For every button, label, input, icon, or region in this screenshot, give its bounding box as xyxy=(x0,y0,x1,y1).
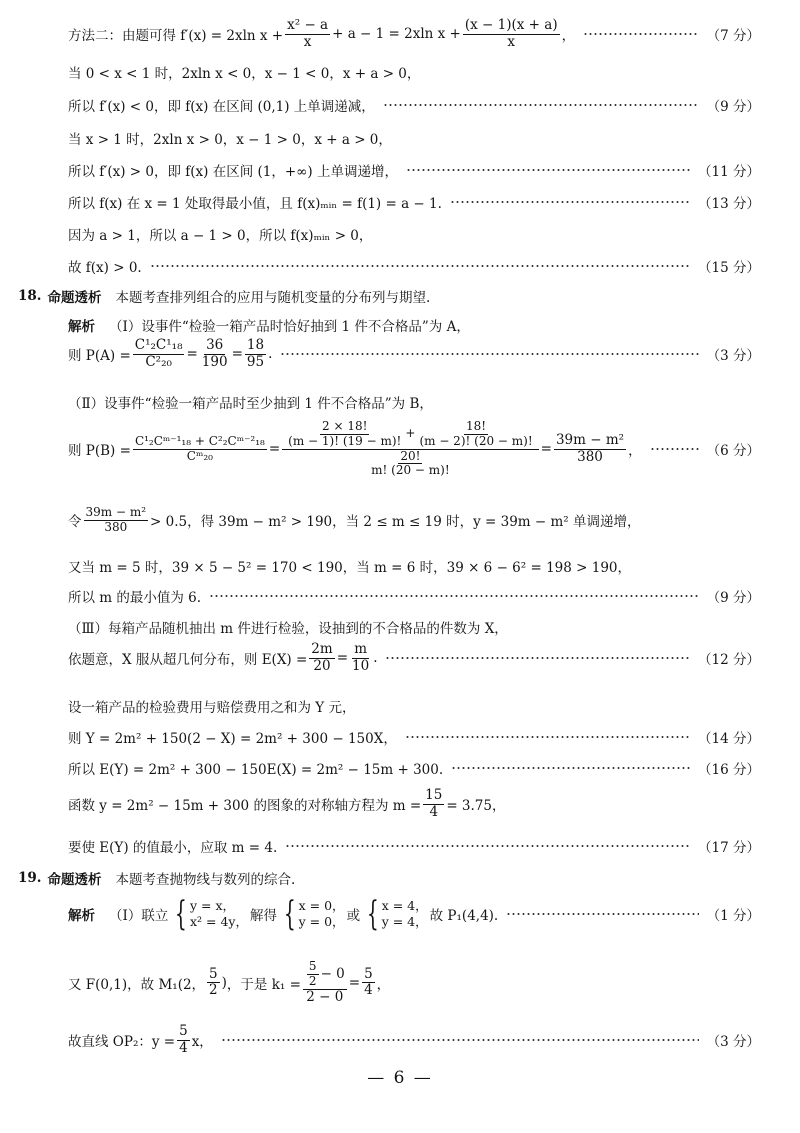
text-line xyxy=(68,727,760,747)
dot-leader xyxy=(280,353,698,355)
numerator: 5 xyxy=(179,1023,188,1039)
fraction xyxy=(362,967,375,999)
text: (2， xyxy=(177,976,206,993)
formula-pb-line xyxy=(68,420,760,478)
text: 设一箱产品的检验费用与赔偿费用之和为 Y 元， xyxy=(68,700,356,716)
axis-line xyxy=(68,788,506,820)
numerator: 18! xyxy=(466,419,487,433)
denominator: (m − 2)! (20 − m)! xyxy=(419,433,533,448)
text: = xyxy=(348,974,361,991)
line-op2 xyxy=(68,1024,760,1056)
dot-leader xyxy=(221,1039,699,1041)
denominator: 2 − 0 xyxy=(306,988,344,1005)
formula-pb xyxy=(68,420,642,478)
dot-leader xyxy=(150,265,690,267)
text: 故 P₁(4,4). xyxy=(429,908,499,924)
fraction xyxy=(369,450,452,479)
text: x， xyxy=(191,1034,213,1051)
text-line xyxy=(68,128,760,148)
text: > 0.5，得 39m − m² > 190，当 2 ≤ m ≤ 19 时，y = 39m − m² 单调递增， xyxy=(150,514,641,531)
numerator: 39m − m² xyxy=(85,505,147,519)
numerator: 15 xyxy=(425,787,443,803)
text: ) xyxy=(221,974,227,991)
section-label: 命题透析 xyxy=(47,872,102,888)
text: 所以 f(x) 在 x = 1 处取得最小值，且 f(x)ₘᵢₙ = f(1) = a − 1. xyxy=(68,196,442,212)
text-line xyxy=(68,392,760,412)
brace-icon: { xyxy=(175,894,188,934)
page-number: — 6 — xyxy=(367,1068,433,1088)
equation-system xyxy=(279,894,345,934)
section-number: 18. xyxy=(18,288,42,304)
text: ， xyxy=(376,976,391,993)
fraction xyxy=(245,338,266,370)
text-line xyxy=(68,62,760,82)
equation-system xyxy=(170,894,248,934)
denominator: C²₂₀ xyxy=(145,353,172,370)
text: （Ⅲ）每箱产品随机抽出 m 件进行检验，设抽到的不合格品的件数为 X， xyxy=(68,621,508,637)
text: （Ⅰ）联立 xyxy=(109,908,169,924)
formula-ex xyxy=(68,642,377,674)
text-line xyxy=(68,788,760,820)
numerator: x² − a xyxy=(287,17,329,33)
fraction xyxy=(463,18,560,50)
score: （3 分） xyxy=(706,348,760,365)
text-line xyxy=(68,160,760,180)
fraction xyxy=(417,420,534,449)
inequality-line xyxy=(68,506,640,535)
score: （6 分） xyxy=(706,443,760,460)
dot-leader xyxy=(209,595,699,597)
nested-numerator xyxy=(303,960,347,990)
fraction xyxy=(285,18,330,50)
text: 或 xyxy=(346,908,361,924)
text: ， xyxy=(628,443,642,460)
system-row: y = x， xyxy=(189,898,236,914)
text: 则 P(B) = xyxy=(68,443,131,460)
text: 依题意，X 服从超几何分布，则 E(X) = xyxy=(68,652,308,669)
text: 当 x > 1 时，2xln x > 0，x − 1 > 0，x + a > 0， xyxy=(68,132,392,148)
text: 又当 m = 5 时，39 × 5 − 5² = 170 < 190，当 m = 6 时，39 × 6 − 6² = 198 > 190， xyxy=(68,560,631,576)
dot-leader xyxy=(405,736,690,738)
dot-leader xyxy=(506,913,698,915)
text-line xyxy=(68,556,760,576)
dot-leader xyxy=(385,657,690,659)
section-label: 命题透析 xyxy=(47,290,102,306)
denominator: 2 xyxy=(209,982,218,999)
text: + xyxy=(405,426,416,441)
nested-fraction xyxy=(303,960,347,1005)
denominator: 4 xyxy=(364,982,373,999)
text-line xyxy=(68,192,760,212)
text: 函数 y = 2m² − 15m + 300 的图象的对称轴方程为 m = xyxy=(68,798,422,815)
text-line xyxy=(68,506,760,535)
line-op2-expression xyxy=(68,1024,213,1056)
formula-pa xyxy=(68,338,272,370)
score: （9 分） xyxy=(706,590,760,606)
denominator: x xyxy=(303,33,312,50)
score: （11 分） xyxy=(698,164,760,180)
denominator: (m − 1)! (19 − m)! xyxy=(288,433,402,448)
numerator: 20! xyxy=(400,448,421,463)
analysis-line xyxy=(68,315,470,335)
denominator: 4 xyxy=(179,1039,188,1056)
dot-leader xyxy=(285,845,690,847)
text: 所以 E(Y) = 2m² + 300 − 150E(X) = 2m² − 15m + 300. xyxy=(68,762,444,778)
numerator: 2m xyxy=(311,641,333,657)
fraction xyxy=(554,433,626,465)
compound-denominator xyxy=(365,450,456,479)
text: = xyxy=(268,441,281,458)
text: 令 xyxy=(68,514,82,531)
denominator: 380 xyxy=(104,519,128,534)
text: 当 0 < x < 1 时，2xln x < 0，x − 1 < 0，x + a > 0， xyxy=(68,66,421,82)
fraction xyxy=(133,338,185,370)
brace-icon: { xyxy=(366,894,379,934)
numerator: 5 xyxy=(209,965,218,982)
denominator: 10 xyxy=(352,657,370,674)
text: = xyxy=(336,650,348,667)
fraction xyxy=(309,642,334,674)
dot-leader xyxy=(583,33,699,35)
text-line xyxy=(68,758,760,778)
section-text: 本题考查抛物线与数列的综合. xyxy=(115,872,296,888)
text-line xyxy=(68,836,760,856)
text: （Ⅱ）设事件“检验一箱产品时至少抽到 1 件不合格品”为 B， xyxy=(68,396,433,412)
fraction xyxy=(84,506,149,535)
dot-leader xyxy=(450,201,690,203)
text-line xyxy=(68,696,760,716)
denominator: 2 xyxy=(308,973,317,988)
formula-ex-line xyxy=(68,642,760,674)
text: 方法二：由题可得 f′(x) = 2xln x + xyxy=(68,28,284,45)
text: 则 Y = 2m² + 150(2 − X) = 2m² + 300 − 150X， xyxy=(68,731,397,747)
numerator: 36 xyxy=(206,337,224,353)
text: 所以 f′(x) > 0，即 f(x) 在区间 (1，+∞) 上单调递增， xyxy=(68,164,398,180)
numerator: 39m − m² xyxy=(555,432,625,449)
denominator: 190 xyxy=(201,353,228,370)
text-line xyxy=(68,256,760,276)
text: 因为 a > 1，所以 a − 1 > 0，所以 f(x)ₘᵢₙ > 0， xyxy=(68,228,373,244)
text: 所以 f′(x) < 0，即 f(x) 在区间 (0,1) 上单调递减， xyxy=(68,99,375,115)
text-line xyxy=(68,617,760,637)
text: 又 F(0,1)，故 M₁ xyxy=(68,976,178,993)
numerator: 5 xyxy=(364,965,373,982)
compound-numerator xyxy=(282,420,539,450)
fraction xyxy=(286,420,403,449)
text: = xyxy=(540,441,552,458)
denominator: 4 xyxy=(429,803,439,820)
dot-leader xyxy=(650,448,699,450)
text: ， xyxy=(561,28,576,45)
numerator: C¹₂C¹₁₈ xyxy=(134,337,183,353)
score: （3 分） xyxy=(706,1034,760,1051)
fraction xyxy=(133,435,267,464)
system-row: x = 0， xyxy=(298,898,345,914)
formula-pa-line xyxy=(68,338,760,370)
dot-leader xyxy=(383,104,699,106)
system-row: y = 0， xyxy=(298,914,345,929)
text-line xyxy=(68,586,760,606)
text: + a − 1 = 2xln x + xyxy=(332,26,461,43)
system-row: y = 4， xyxy=(381,914,428,929)
dot-leader xyxy=(451,767,690,769)
compound-fraction xyxy=(282,420,539,478)
text-line xyxy=(68,315,760,335)
section-heading xyxy=(18,286,430,306)
section-heading xyxy=(18,868,295,888)
method2-expression xyxy=(68,18,575,50)
text: = xyxy=(186,346,198,363)
analysis-label: 解析 xyxy=(68,908,95,924)
score: （1 分） xyxy=(706,908,760,924)
analysis-label: 解析 xyxy=(68,319,95,335)
score: （17 分） xyxy=(698,840,760,856)
denominator: 20 xyxy=(313,657,331,674)
text: 故直线 OP₂：y = xyxy=(68,1034,176,1051)
numerator: C¹₂Cᵐ⁻¹₁₈ + C²₂Cᵐ⁻²₁₈ xyxy=(134,433,265,448)
text: − 0 xyxy=(320,965,345,982)
slope-expression xyxy=(68,960,390,1005)
text: （Ⅰ）设事件“检验一箱产品时恰好抽到 1 件不合格品”为 A， xyxy=(109,319,470,335)
numerator: 18 xyxy=(246,337,265,353)
slope-line xyxy=(68,960,760,1005)
text: ，于是 k₁ = xyxy=(226,976,301,993)
section-text: 本题考查排列组合的应用与随机变量的分布列与期望. xyxy=(115,290,431,306)
method2-line xyxy=(68,18,760,50)
score: （16 分） xyxy=(698,762,760,778)
brace-icon: { xyxy=(283,894,296,934)
text: . xyxy=(373,650,378,667)
text: = 3.75， xyxy=(446,798,506,815)
score: （14 分） xyxy=(698,731,760,747)
text: = xyxy=(231,346,243,363)
equation-system xyxy=(362,894,428,934)
text: 故 f(x) > 0. xyxy=(68,260,142,276)
fraction xyxy=(200,338,230,370)
denominator: x xyxy=(507,33,516,50)
system-expression xyxy=(68,894,499,934)
denominator: m! (20 − m)! xyxy=(371,463,450,478)
denominator: Cᵐ₂₀ xyxy=(186,448,213,463)
dot-leader xyxy=(406,169,690,171)
numerator: (x − 1)(x + a) xyxy=(464,17,558,33)
text: 所以 m 的最小值为 6. xyxy=(68,590,202,606)
text: . xyxy=(268,346,273,363)
fraction xyxy=(423,788,444,820)
text: 要使 E(Y) 的值最小，应取 m = 4. xyxy=(68,840,278,856)
system-row: x² = 4y， xyxy=(189,914,248,929)
fraction xyxy=(350,642,371,674)
system-line xyxy=(68,894,760,934)
score: （9 分） xyxy=(706,99,760,115)
score: （13 分） xyxy=(698,196,760,212)
text: 解得 xyxy=(249,908,277,924)
section-number: 19. xyxy=(18,870,42,886)
fraction xyxy=(177,1024,190,1056)
system-row: x = 4， xyxy=(381,898,428,914)
numerator: 5 xyxy=(308,959,317,973)
denominator: 95 xyxy=(246,353,265,370)
text-line xyxy=(68,95,760,115)
section-19-heading xyxy=(18,868,760,888)
score: （12 分） xyxy=(698,652,760,669)
fraction xyxy=(307,960,319,989)
denominator: 380 xyxy=(577,448,603,465)
score: （7 分） xyxy=(706,28,760,45)
text-line xyxy=(68,224,760,244)
score: （15 分） xyxy=(698,260,760,276)
numerator: m xyxy=(354,641,367,657)
numerator: 2 × 18! xyxy=(322,419,368,433)
text: 则 P(A) = xyxy=(68,348,131,365)
section-18-heading xyxy=(18,286,760,306)
fraction xyxy=(207,967,220,999)
